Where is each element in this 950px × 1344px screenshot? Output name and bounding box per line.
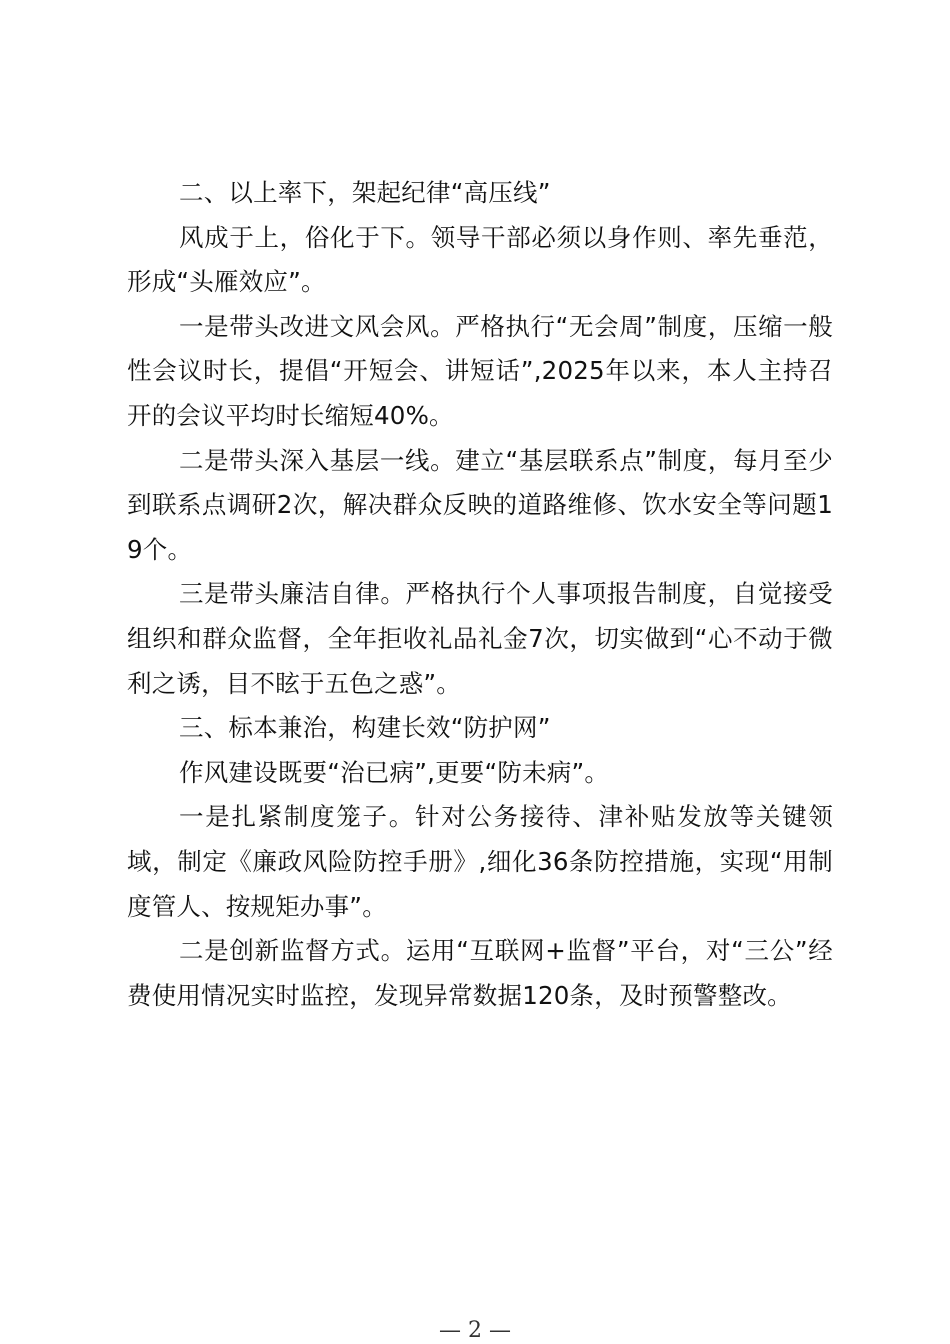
paragraph: 二是带头深入基层一线。建立“基层联系点”制度，每月至少到联系点调研2次，解决群众反映的道路维修、饮水安全等问题19个。 — [127, 445, 833, 564]
paragraph: 二是创新监督方式。运用“互联网+监督”平台，对“三公”经费使用情况实时监控，发现异常数据120条，及时预警整改。 — [127, 936, 833, 1010]
paragraph: 一是带头改进文风会风。严格执行“无会周”制度，压缩一般性会议时长，提倡“开短会、讲短话”,2025年以来，本人主持召开的会议平均时长缩短40%。 — [127, 311, 833, 430]
page-number: — 2 — — [439, 1318, 511, 1343]
paragraph: 一是扎紧制度笼子。针对公务接待、津补贴发放等关键领域，制定《廉政风险防控手册》,细化36条防控措施，实现“用制度管人、按规矩办事”。 — [127, 802, 833, 921]
paragraph: 三是带头廉洁自律。严格执行个人事项报告制度，自觉接受组织和群众监督，全年拒收礼品礼金7次，切实做到“心不动于微利之诱，目不眩于五色之惑”。 — [127, 579, 833, 698]
section-heading-3: 三、标本兼治，构建长效“防护网” — [179, 713, 551, 743]
document-body — [127, 171, 833, 1018]
section-heading-2: 二、以上率下，架起纪律“高压线” — [179, 178, 551, 207]
paragraph: 作风建设既要“治已病”,更要“防未病”。 — [179, 757, 610, 787]
paragraph: 风成于上，俗化于下。领导干部必须以身作则、率先垂范，形成“头雁效应”。 — [127, 222, 833, 297]
